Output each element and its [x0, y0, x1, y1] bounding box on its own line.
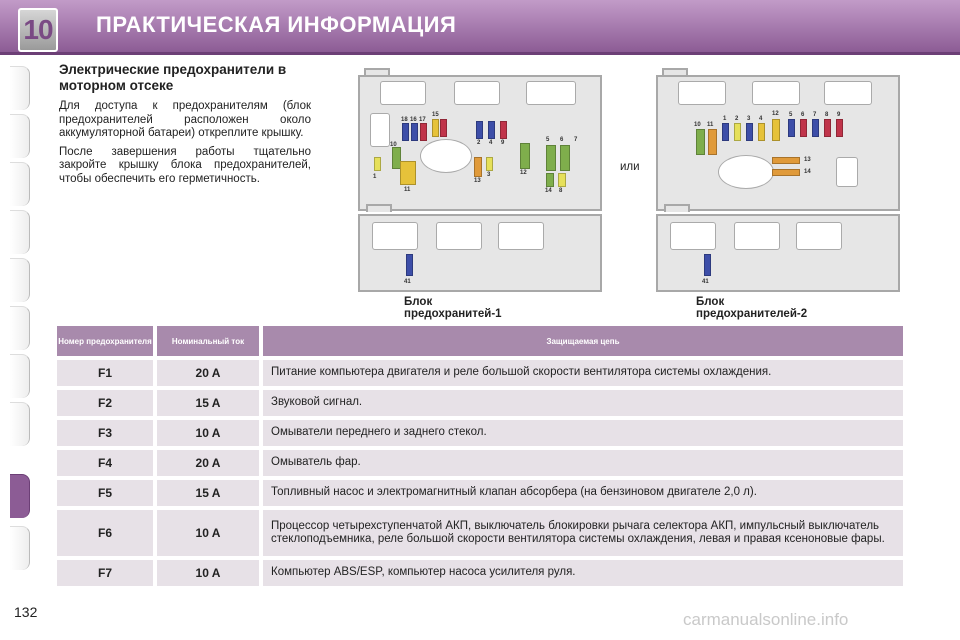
chapter-tab[interactable] [10, 66, 30, 110]
fuse-6 [560, 145, 570, 171]
fuse-8 [558, 173, 566, 187]
fuse-label: 41 [702, 279, 709, 285]
fuse-number: F1 [57, 360, 157, 386]
or-label: или [620, 161, 640, 173]
relay-slot [836, 157, 858, 187]
fuse-7 [812, 119, 819, 137]
page-title: ПРАКТИЧЕСКАЯ ИНФОРМАЦИЯ [96, 12, 457, 37]
section-heading: Электрические предохранители в моторном отсеке [59, 62, 287, 93]
fuse-rating: 10 A [157, 420, 263, 446]
relay-slot [526, 81, 576, 105]
fuse-17 [420, 123, 427, 141]
fuse-label: 12 [520, 170, 527, 176]
fuse-box-1-main [358, 75, 602, 211]
relay-slot [734, 222, 780, 250]
box-clip [664, 204, 690, 212]
watermark: carmanualsonline.info [683, 610, 849, 629]
relay-slot [678, 81, 726, 105]
header-underline [0, 52, 960, 55]
connector-oval [718, 155, 774, 189]
chapter-tab[interactable] [10, 162, 30, 206]
fuse-1 [374, 157, 381, 171]
fuse-label: 13 [804, 157, 811, 163]
fuse-label: 1 [373, 174, 377, 180]
chapter-tab[interactable] [10, 354, 30, 398]
fuse-circuit: Омыватели переднего и заднего стекол. [263, 420, 903, 446]
fuse-2 [734, 123, 741, 141]
fuse-number: F6 [57, 510, 157, 556]
fuse-3 [746, 123, 753, 141]
fuse-circuit: Топливный насос и электромагнитный клапан абсорбера (на бензиновом двигателе 2,0 л). [263, 480, 903, 506]
fuse-rating: 10 A [157, 510, 263, 556]
table-row [57, 420, 903, 446]
relay-slot [372, 222, 418, 250]
relay-slot [454, 81, 500, 105]
relay-slot [824, 81, 872, 105]
chapter-tab[interactable] [10, 526, 30, 570]
table-row [57, 480, 903, 506]
fuse-16 [411, 123, 418, 141]
fuse-label: 18 [401, 117, 408, 123]
diagram-2-caption: Блок предохранителей-2 [696, 296, 808, 320]
relay-slot [370, 113, 390, 147]
fuse-label: 8 [825, 112, 829, 118]
page-number: 132 [14, 604, 38, 620]
fuse-9 [500, 121, 507, 139]
fuse-4 [488, 121, 495, 139]
fuse-14 [546, 173, 554, 187]
fuse-label: 12 [772, 111, 779, 117]
fuse-10 [696, 129, 705, 155]
table-row [57, 510, 903, 556]
column-header-circuit: Защищаемая цепь [263, 326, 903, 356]
fuse-9 [836, 119, 843, 137]
fuse-label: 10 [390, 142, 397, 148]
fuse-label: 41 [404, 279, 411, 285]
relay-slot [796, 222, 842, 250]
fuse-box-1-lower [358, 214, 602, 292]
fuse-label: 9 [837, 112, 841, 118]
fuse-13 [474, 157, 482, 177]
fuse-circuit: Питание компьютера двигателя и реле большой скорости вентилятора системы охлаждения. [263, 360, 903, 386]
fuse-6 [800, 119, 807, 137]
fuse-label: 2 [477, 140, 481, 146]
fuse-label: 5 [546, 137, 550, 143]
fuse-label: 7 [574, 137, 578, 143]
fuse-label: 7 [813, 112, 817, 118]
fuse-8 [824, 119, 831, 137]
relay-slot [436, 222, 482, 250]
fuse-12 [520, 143, 530, 169]
fuse-label: 4 [489, 140, 493, 146]
fuse-rating: 20 A [157, 450, 263, 476]
fuse-label: 14 [804, 169, 811, 175]
diagram-1-caption: Блок предохранитей-1 [404, 296, 502, 320]
fuse-label: 16 [410, 117, 417, 123]
fuse-number: F2 [57, 390, 157, 416]
fuse-2 [476, 121, 483, 139]
relay-slot [380, 81, 426, 105]
fuse-12 [772, 119, 780, 141]
fuse-label: 3 [747, 116, 751, 122]
fuse-label: 17 [419, 117, 426, 123]
fuse-label: 6 [801, 112, 805, 118]
fuse-number: F4 [57, 450, 157, 476]
fuse-number: F7 [57, 560, 157, 586]
fuse-circuit: Процессор четырехступенчатой АКП, выключатель блокировки рычага селектора АКП, импульсный выключатель стеклоподъемника, реле большой скорости вентилятора системы охлаждения, левая и правая ксеноновые фары. [263, 510, 903, 556]
fuse-table [57, 322, 903, 590]
fuse-label: 4 [759, 116, 763, 122]
fuse-label: 3 [487, 172, 491, 178]
chapter-tab[interactable] [10, 114, 30, 158]
fuse-label: 6 [560, 137, 564, 143]
chapter-tab-active[interactable] [10, 474, 30, 518]
fuse-11 [708, 129, 717, 155]
fuse-label: 13 [474, 178, 481, 184]
fuse-box-2-lower [656, 214, 900, 292]
intro-section [59, 62, 311, 191]
fuse-number: F5 [57, 480, 157, 506]
fuse-circuit: Омыватель фар. [263, 450, 903, 476]
table-row [57, 360, 903, 386]
fuse-14 [772, 169, 800, 176]
fuse-15b [440, 119, 447, 137]
column-header-rating: Номинальный ток [157, 326, 263, 356]
fuse-rating: 15 A [157, 390, 263, 416]
fuse-label: 15 [432, 112, 439, 118]
fuse-18 [402, 123, 409, 141]
chapter-tab[interactable] [10, 210, 30, 254]
table-row [57, 450, 903, 476]
fuse-label: 8 [559, 188, 563, 194]
fuse-11 [400, 161, 416, 185]
table-row [57, 390, 903, 416]
table-row [57, 560, 903, 586]
intro-paragraph: Для доступа к предохранителям (блок предохранителей расположен около аккумуляторной батареи) откреплите крышку. [59, 100, 311, 139]
fuse-rating: 10 A [157, 560, 263, 586]
fuse-5 [788, 119, 795, 137]
chapter-number: 10 [23, 14, 53, 45]
fuse-3 [486, 157, 493, 171]
fuse-label: 5 [789, 112, 793, 118]
fuse-41 [704, 254, 711, 276]
chapter-badge [18, 8, 58, 52]
fuse-label: 1 [723, 116, 727, 122]
fuse-circuit: Звуковой сигнал. [263, 390, 903, 416]
box-clip [366, 204, 392, 212]
chapter-tab[interactable] [10, 402, 30, 446]
connector-oval [420, 139, 472, 173]
chapter-tab[interactable] [10, 306, 30, 350]
fuse-circuit: Компьютер ABS/ESP, компьютер насоса усилителя руля. [263, 560, 903, 586]
relay-slot [670, 222, 716, 250]
fuse-label: 10 [694, 122, 701, 128]
fuse-41 [406, 254, 413, 276]
relay-slot [498, 222, 544, 250]
fuse-15 [432, 119, 439, 137]
fuse-13 [772, 157, 800, 164]
fuse-1 [722, 123, 729, 141]
intro-paragraph: После завершения работы тщательно закройте крышку блока предохранителей, чтобы обеспечить его герметичность. [59, 145, 311, 185]
fuse-label: 2 [735, 116, 739, 122]
fuse-number: F3 [57, 420, 157, 446]
fuse-label: 11 [707, 122, 714, 128]
fuse-label: 11 [404, 187, 411, 193]
relay-slot [752, 81, 800, 105]
fuse-rating: 20 A [157, 360, 263, 386]
chapter-tab[interactable] [10, 258, 30, 302]
fuse-rating: 15 A [157, 480, 263, 506]
fuse-label: 14 [545, 188, 552, 194]
fuse-label: 9 [501, 140, 505, 146]
fuse-4 [758, 123, 765, 141]
fuse-5 [546, 145, 556, 171]
chapter-tabs [0, 66, 30, 586]
column-header-number: Номер предохранителя [57, 326, 157, 356]
fuse-box-2-main [656, 75, 900, 211]
